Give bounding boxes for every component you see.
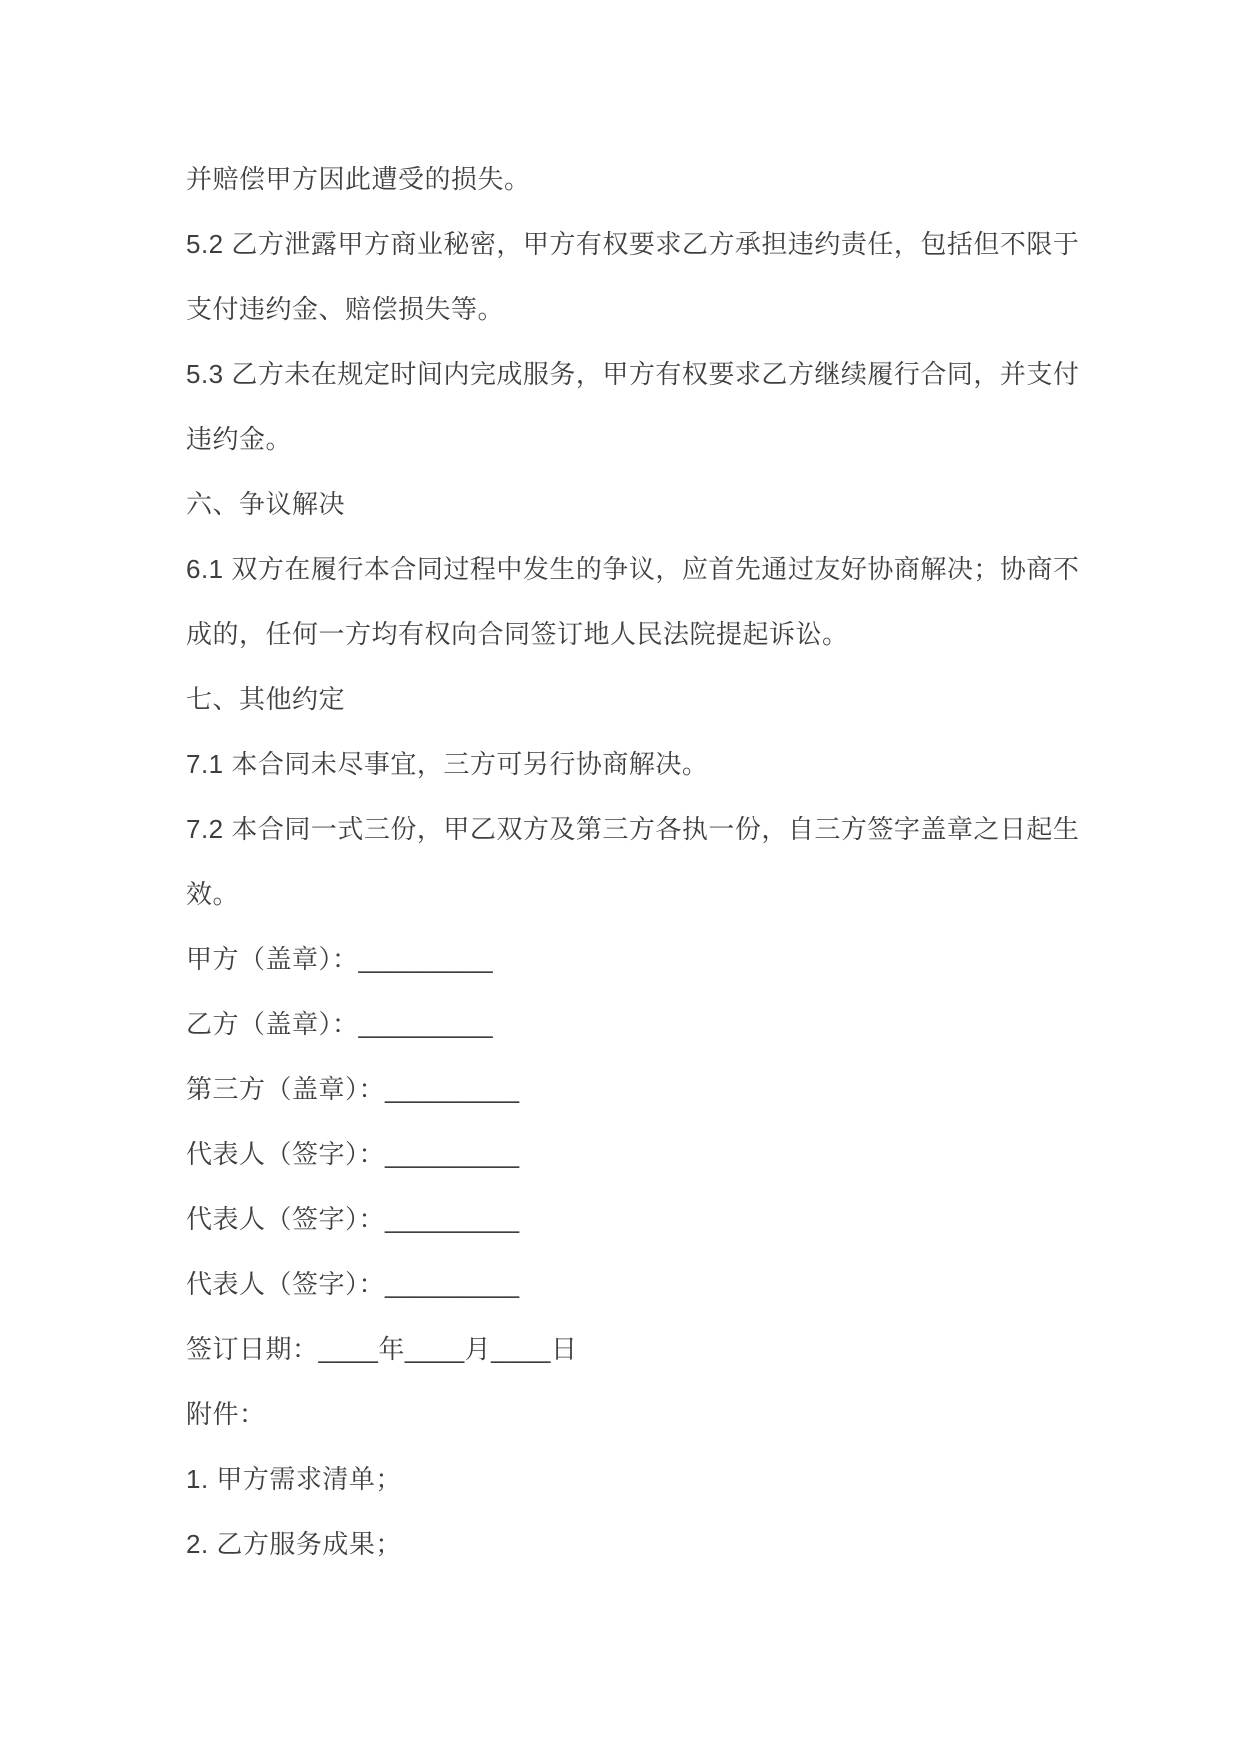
attachment-item-2: 2. 乙方服务成果； xyxy=(186,1529,402,1559)
signature-representative-3: 代表人（签字）：_________ xyxy=(186,1269,520,1299)
clause-5-3-line-1: 5.3 乙方未在规定时间内完成服务，甲方有权要求乙方继续履行合同，并支付 xyxy=(186,359,1080,389)
clause-6-1-line-1: 6.1 双方在履行本合同过程中发生的争议，应首先通过友好协商解决；协商不 xyxy=(186,554,1080,584)
clause-7-1: 7.1 本合同未尽事宜，三方可另行协商解决。 xyxy=(186,749,709,779)
signature-third-party-seal: 第三方（盖章）：_________ xyxy=(186,1074,520,1104)
clause-5-1-continuation: 并赔偿甲方因此遭受的损失。 xyxy=(186,164,531,194)
signature-representative-2: 代表人（签字）：_________ xyxy=(186,1204,520,1234)
signing-date-line: 签订日期：____年____月____日 xyxy=(186,1334,578,1364)
clause-5-3-line-2: 违约金。 xyxy=(186,424,293,454)
signature-party-b-seal: 乙方（盖章）：_________ xyxy=(186,1009,494,1039)
attachments-label: 附件： xyxy=(186,1399,266,1429)
clause-7-2-line-2: 效。 xyxy=(186,879,240,909)
section-6-heading-dispute-resolution: 六、争议解决 xyxy=(186,489,346,519)
clause-6-1-line-2: 成的，任何一方均有权向合同签订地人民法院提起诉讼。 xyxy=(186,619,849,649)
clause-5-2-line-1: 5.2 乙方泄露甲方商业秘密，甲方有权要求乙方承担违约责任，包括但不限于 xyxy=(186,229,1080,259)
signature-party-a-seal: 甲方（盖章）：_________ xyxy=(186,944,494,974)
clause-5-2-line-2: 支付违约金、赔偿损失等。 xyxy=(186,294,505,324)
section-7-heading-other-provisions: 七、其他约定 xyxy=(186,684,346,714)
signature-representative-1: 代表人（签字）：_________ xyxy=(186,1139,520,1169)
contract-body xyxy=(186,147,1140,1577)
attachment-item-1: 1. 甲方需求清单； xyxy=(186,1464,402,1494)
clause-7-2-line-1: 7.2 本合同一式三份，甲乙双方及第三方各执一份，自三方签字盖章之日起生 xyxy=(186,814,1080,844)
